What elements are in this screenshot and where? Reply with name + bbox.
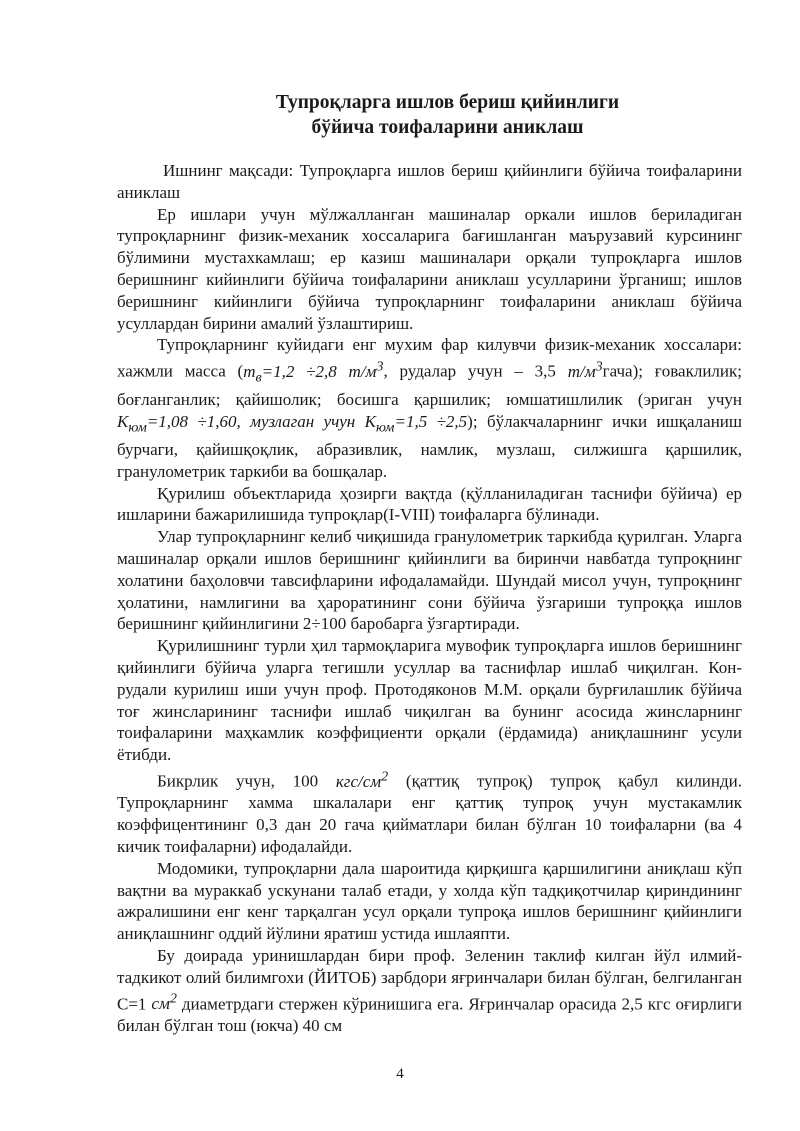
paragraph-zelenin: Бу доирада уринишлардан бири проф. Зеленин таклиф килган йўл илмий-тадкикот олий билимгохи (ЙИТОБ) зарбдори яғринчалари билан бўлган, белгиланган С=1 $см^2$ диаметрдаги стержен кўринишига ега. Яғринчалар орасида 2,5 кгс оғирлиги билан бўлган тош (юкча) 40 см — [117, 945, 742, 1036]
paragraph-intro: Ер ишлари учун мўлжалланган машиналар оркали ишлов бериладиган тупроқларнинг физик-механик хоссаларига бағишланган маърузавий курсининг бўлимини мустахкамлаш; ер казиш машиналари орқали тупроқларга ишлов беришнинг кийинлиги бўйича тоифаларини аниклаш усулларини ўрганиш; ишлов беришнинг кийинлиги бўйича тупроқларнинг тоифаларини аниклаш бўйича усуллардан бирини амалий ўзлаштириш. — [117, 204, 742, 333]
paragraph-goal: Ишнинг мақсади: Тупроқларга ишлов бериш қийинлиги бўйича тоифаларини аниклаш — [117, 161, 742, 202]
paragraph-hardness: Бикрлик учун, 100 кгс/$см^2$ (қаттиқ тупроқ) тупроқ қабул килинди. Тупроқларнинг хамма шкалалари енг қаттиқ тупроқ учун мустакамлик коэффицентининг 0,3 дан 20 гача қийматлари билан бўлган 10 тоифаларни (ва 4 кичик тоифаларни) ифодалайди. — [117, 767, 742, 856]
paragraph-properties: Тупроқларнинг куйидаги енг мухим фар килувчи физик-механик хоссалари: хажмли масса ($m_в=1,2 \div 2,8$ $т/м^3$, рудалар учун – 3,5 $т/м^3гача$); ғоваклилик; боғланганлик; қайишолик; босишга қаршилик; юмшатишлилик (эриган учун $K_{юм}=1,08 \div 1,60$, музлаган учун $K_{юм}=1,5 \div 2,5$); бўлакчаларнинг ички ишқаланиш бурчаги, қайишқоқлик, абразивлик, намлик, музлаш, силжишга қаршилик, гранулометрик таркиби ва бошқалар. — [117, 335, 742, 481]
title-line-1: Тупроқларга ишлов бериш қийинлиги — [275, 92, 620, 113]
paragraph-methods: Қурилишнинг турли ҳил тармоқларига мувофик тупроқларга ишлов беришнинг қийинлиги бўйича уларга тегишли усуллар ва таснифлар ишлаб чиқилган. Кон-рудали курилиш иши учун проф. Протодяконов М.М. орқали бурғилашлик бўйича тоғ жинсларининг таснифи ишлаб чиқилган ва бунинг асосида жинсларнинг тоифаларини маҳкамлик коэффициенти орқали (ёрдамида) аниқлашнинг усули ётибди. — [117, 636, 742, 765]
page-number: 4 — [396, 1066, 404, 1082]
title-line-2: бўйича тоифаларини аниклаш — [311, 117, 584, 138]
paragraph-categories: Қурилиш объектларида ҳозирги вақтда (қўлланиладиган таснифи бўйича) ер ишларини бажарилишида тупроқлар(I-VIII) тоифаларга бўлинади. — [117, 483, 742, 525]
paragraph-granulometry: Улар тупроқларнинг келиб чиқишида гранулометрик таркибда қурилган. Уларга машиналар орқали ишлов беришнинг қийинлиги ва биринчи навбатда тупроқнинг холатини баҳоловчи тавсифларини ифодаламайди. Шундай мисол учун, тупроқнинг ҳолатини, намлигини ва ҳароратининг сони бўйича ўзгариши тупроққа ишлов беришнинг қийинлигини 2÷100 баробарга ўзгартиради. — [117, 527, 742, 634]
body-text — [117, 160, 742, 1037]
paragraph-field-conditions: Модомики, тупроқларни дала шароитида қирқишга қаршилигини аниқлаш кўп вақтни ва мураккаб ускунани талаб етади, у холда кўп тадқиқотчилар қириндининг ажралишини енг кенг тарқалган усул орқали тупроқа ишлов беришнинг қийинлиги аниқлашнинг оддий йўлини яратиш устида ишлаяпти. — [117, 858, 742, 944]
page-title — [0, 90, 800, 140]
